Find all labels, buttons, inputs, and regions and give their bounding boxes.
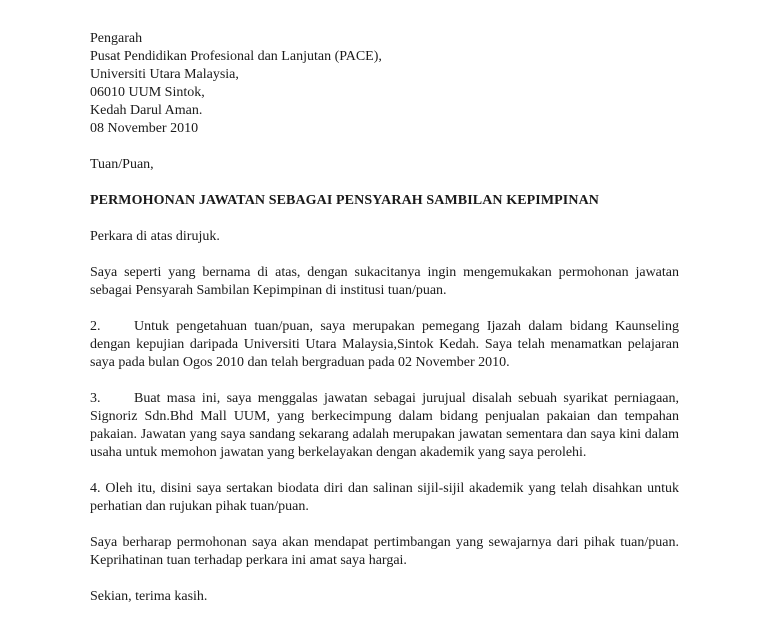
reference-line: Perkara di atas dirujuk.: [90, 229, 220, 244]
paragraph-text: Buat masa ini, saya menggalas jawatan sebagai jurujual disalah sebuah syarikat perniagaan, Signoriz Sdn.Bhd Mall UUM, yang berkecimpung dalam bidang penjualan pakaian dan tempahan pakaian. Jawatan yang saya sandang sekarang adalah merupakan jawatan sementara dan saya kini dalam usaha untuk memohon jawatan yang berkelayakan dengan akademik yang saya perolehi.: [90, 391, 679, 460]
address-line: Pusat Pendidikan Profesional dan Lanjutan (PACE),: [90, 49, 382, 64]
address-line: Pengarah: [90, 31, 143, 46]
paragraph-number: 3.: [90, 391, 101, 406]
letter-body: [90, 30, 679, 606]
address-line: Universiti Utara Malaysia,: [90, 67, 239, 82]
recipient-address-block: [90, 30, 679, 138]
paragraph-number: 2.: [90, 319, 101, 334]
paragraph-3: [90, 390, 679, 462]
address-line: 06010 UUM Sintok,: [90, 85, 205, 100]
paragraph-5: Saya berharap permohonan saya akan mendapat pertimbangan yang sewajarnya dari pihak tuan/puan. Keprihatinan tuan terhadap perkara ini amat saya hargai.: [90, 535, 679, 568]
address-line: Kedah Darul Aman.: [90, 103, 203, 118]
salutation: Tuan/Puan,: [90, 157, 154, 172]
paragraph-text: Untuk pengetahuan tuan/puan, saya merupakan pemegang Ijazah dalam bidang Kaunseling dengan kepujian daripada Universiti Utara Malaysia,Sintok Kedah. Saya telah menamatkan pelajaran saya pada bulan Ogos 2010 dan telah bergraduan pada 02 November 2010.: [90, 319, 679, 370]
paragraph-1: Saya seperti yang bernama di atas, dengan sukacitanya ingin mengemukakan permohonan jawatan sebagai Pensyarah Sambilan Kepimpinan di institusi tuan/puan.: [90, 265, 679, 298]
closing-line: Sekian, terima kasih.: [90, 589, 208, 604]
paragraph-2: [90, 318, 679, 372]
paragraph-4: 4. Oleh itu, disini saya sertakan biodata diri dan salinan sijil-sijil akademik yang telah disahkan untuk perhatian dan rujukan pihak tuan/puan.: [90, 481, 679, 514]
letter-date: 08 November 2010: [90, 121, 199, 136]
letter-subject: PERMOHONAN JAWATAN SEBAGAI PENSYARAH SAMBILAN KEPIMPINAN: [90, 193, 599, 208]
